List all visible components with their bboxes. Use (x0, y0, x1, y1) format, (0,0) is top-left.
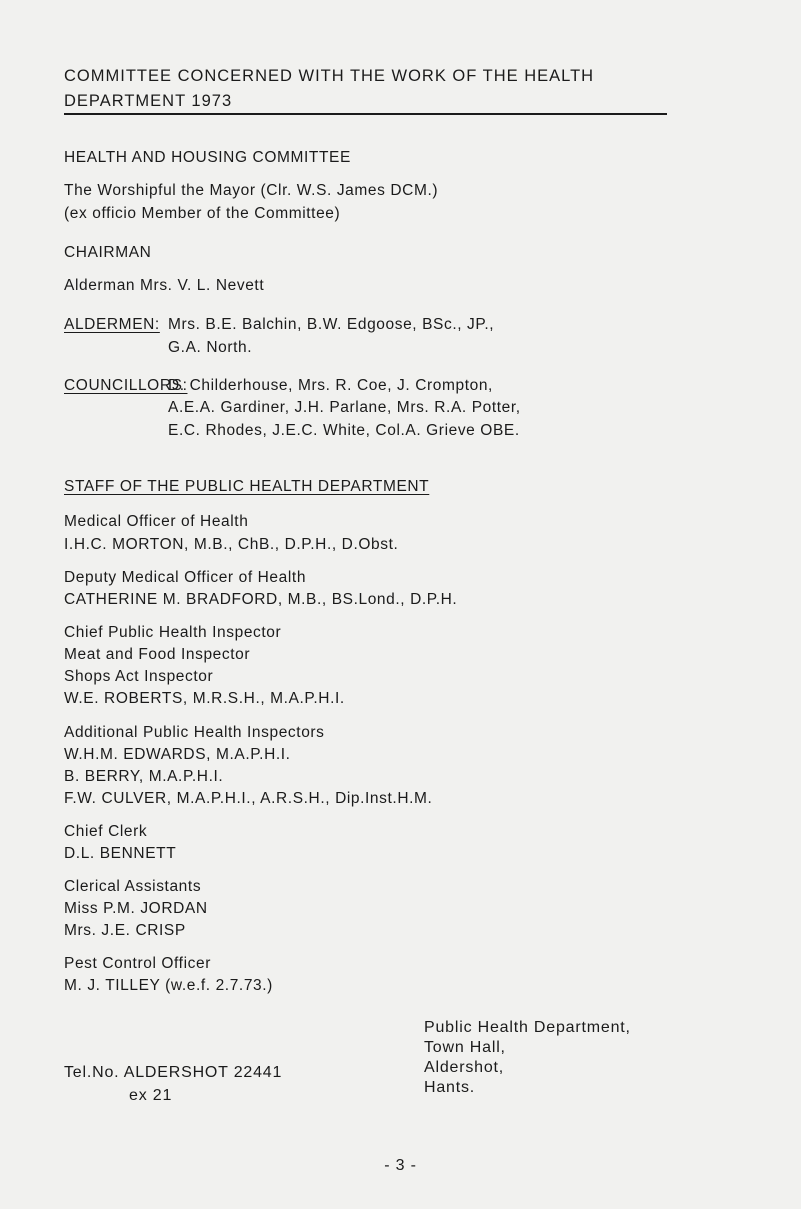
clerical-title: Clerical Assistants (64, 878, 202, 895)
aphi-name-culver: F.W. CULVER, M.A.P.H.I., A.R.S.H., Dip.Inst.H.M. (64, 790, 433, 807)
title-underline (64, 113, 667, 115)
councillors-line3: E.C. Rhodes, J.E.C. White, Col.A. Grieve OBE. (168, 422, 520, 439)
dmoh-title: Deputy Medical Officer of Health (64, 569, 307, 586)
staff-heading: STAFF OF THE PUBLIC HEALTH DEPARTMENT (64, 478, 430, 495)
meat-inspector-title: Meat and Food Inspector (64, 646, 251, 663)
clerk-name: D.L. BENNETT (64, 845, 177, 862)
committee-heading: HEALTH AND HOUSING COMMITTEE (64, 149, 351, 166)
aphi-name-berry: B. BERRY, M.A.P.H.I. (64, 768, 224, 785)
aldermen-line2: G.A. North. (168, 339, 253, 356)
moh-title: Medical Officer of Health (64, 513, 249, 530)
councillors-line2: A.E.A. Gardiner, J.H. Parlane, Mrs. R.A. Potter, (168, 399, 521, 416)
address-line: Aldershot, (424, 1059, 505, 1076)
clerk-title: Chief Clerk (64, 823, 148, 840)
chairman-name: Alderman Mrs. V. L. Nevett (64, 277, 265, 294)
clerical-name-jordan: Miss P.M. JORDAN (64, 900, 208, 917)
dmoh-name: CATHERINE M. BRADFORD, M.B., BS.Lond., D.P.H. (64, 591, 458, 608)
chairman-label: CHAIRMAN (64, 244, 152, 261)
address-line: Town Hall, (424, 1039, 506, 1056)
councillors-label: COUNCILLORS: (64, 377, 188, 394)
ex-officio-line: (ex officio Member of the Committee) (64, 205, 341, 222)
pest-title: Pest Control Officer (64, 955, 211, 972)
page-number: - 3 - (384, 1157, 417, 1174)
shops-inspector-title: Shops Act Inspector (64, 668, 214, 685)
aphi-title: Additional Public Health Inspectors (64, 724, 325, 741)
clerical-name-crisp: Mrs. J.E. CRISP (64, 922, 186, 939)
councillors-line1: D. Childerhouse, Mrs. R. Coe, J. Crompton, (168, 377, 493, 394)
aphi-name-edwards: W.H.M. EDWARDS, M.A.P.H.I. (64, 746, 291, 763)
address-line: Public Health Department, (424, 1019, 631, 1036)
aldermen-line1: Mrs. B.E. Balchin, B.W. Edgoose, BSc., JP., (168, 316, 495, 333)
moh-name: I.H.C. MORTON, M.B., ChB., D.P.H., D.Obst. (64, 536, 399, 553)
telephone-extension: ex 21 (129, 1087, 173, 1104)
cphi-title: Chief Public Health Inspector (64, 624, 282, 641)
mayor-line: The Worshipful the Mayor (Clr. W.S. James DCM.) (64, 182, 439, 199)
aldermen-label: ALDERMEN: (64, 316, 160, 333)
address-line: Hants. (424, 1079, 476, 1096)
telephone-line: Tel.No. ALDERSHOT 22441 (64, 1064, 283, 1081)
pest-name: M. J. TILLEY (w.e.f. 2.7.73.) (64, 977, 273, 994)
document-title-line1: COMMITTEE CONCERNED WITH THE WORK OF THE HEALTH (64, 67, 595, 85)
cphi-name: W.E. ROBERTS, M.R.S.H., M.A.P.H.I. (64, 690, 345, 707)
address-block (424, 1018, 631, 1098)
document-title-line2: DEPARTMENT 1973 (64, 92, 233, 110)
